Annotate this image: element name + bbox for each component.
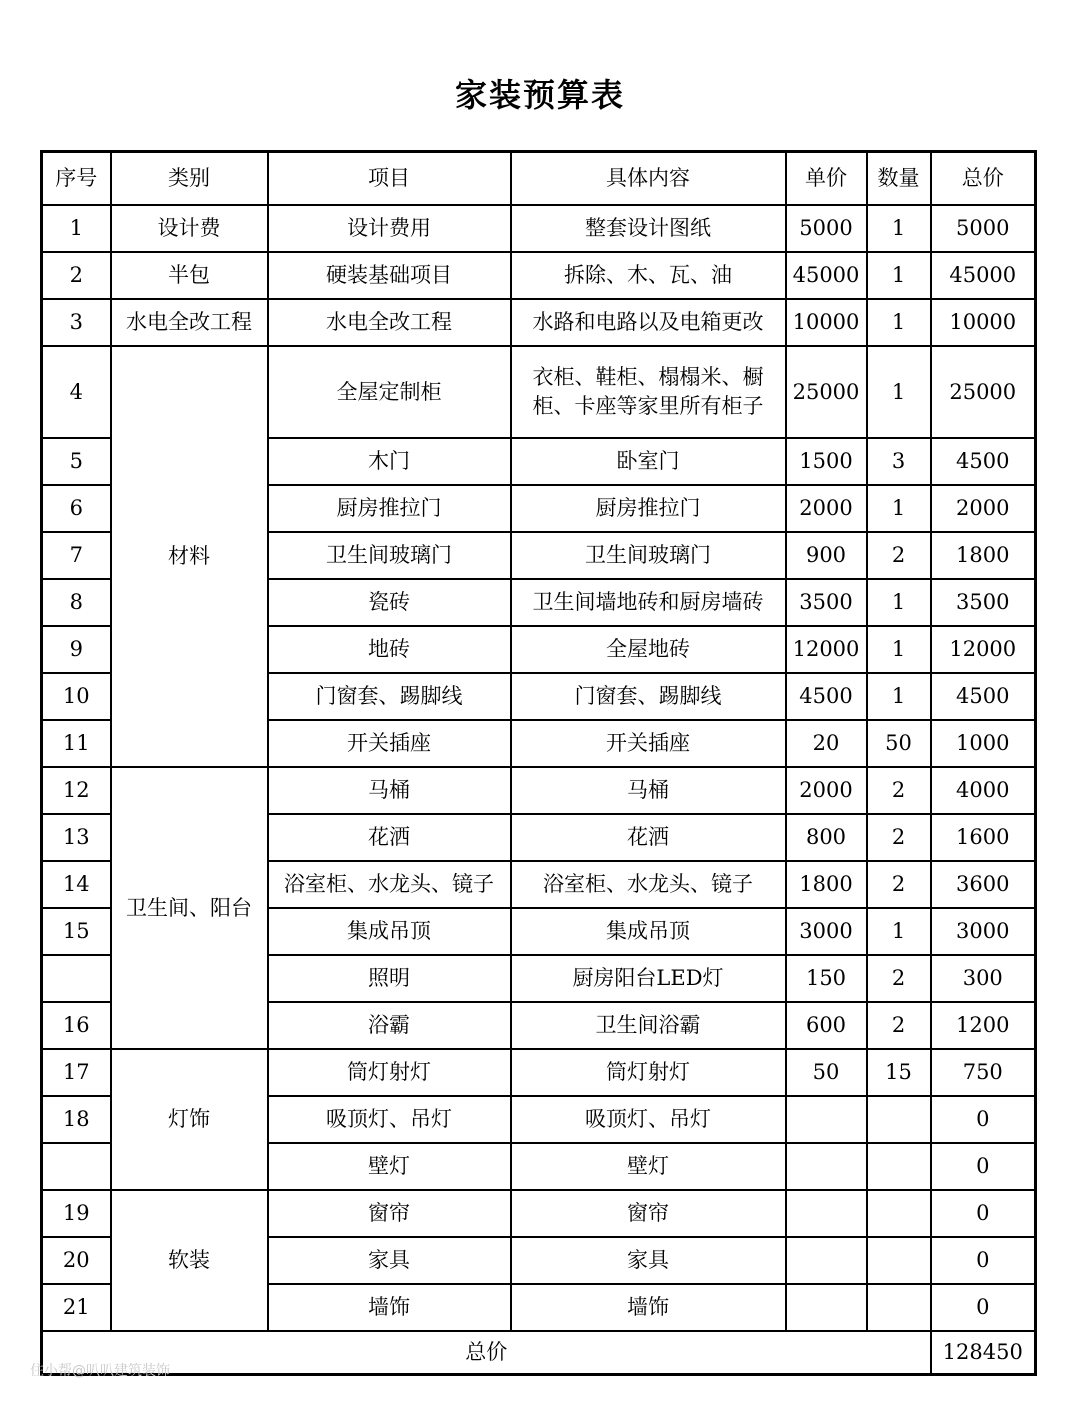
cell-no: 3 [42, 299, 111, 346]
cell-qty: 1 [867, 299, 931, 346]
table-row [42, 1190, 1036, 1237]
cell-item: 卫生间玻璃门 [268, 532, 511, 579]
cell-qty: 1 [867, 252, 931, 299]
cell-no: 12 [42, 767, 111, 814]
cell-total: 3000 [931, 908, 1036, 955]
cell-total: 750 [931, 1049, 1036, 1096]
cell-qty: 2 [867, 861, 931, 908]
cell-item: 集成吊顶 [268, 908, 511, 955]
cell-item: 花洒 [268, 814, 511, 861]
cell-no: 1 [42, 205, 111, 252]
table-row [42, 299, 1036, 346]
cell-item: 浴霸 [268, 1002, 511, 1049]
cell-no: 4 [42, 346, 111, 438]
cell-item: 瓷砖 [268, 579, 511, 626]
cell-qty: 1 [867, 908, 931, 955]
cell-no [42, 1143, 111, 1190]
cell-total: 0 [931, 1096, 1036, 1143]
cell-item: 马桶 [268, 767, 511, 814]
cell-no: 20 [42, 1237, 111, 1284]
cell-total: 3500 [931, 579, 1036, 626]
cell-detail: 开关插座 [511, 720, 786, 767]
cell-no: 21 [42, 1284, 111, 1331]
table-header-row [42, 152, 1036, 205]
grand-total: 128450 [931, 1331, 1036, 1375]
cell-price [786, 1284, 867, 1331]
cell-detail: 浴室柜、水龙头、镜子 [511, 861, 786, 908]
cell-no: 8 [42, 579, 111, 626]
cell-item: 木门 [268, 438, 511, 485]
cell-detail: 卧室门 [511, 438, 786, 485]
cell-total: 4500 [931, 438, 1036, 485]
cell-price: 2000 [786, 485, 867, 532]
cell-item: 家具 [268, 1237, 511, 1284]
header-qty: 数量 [867, 152, 931, 205]
cell-detail: 衣柜、鞋柜、榻榻米、橱柜、卡座等家里所有柜子 [511, 346, 786, 438]
cell-price: 45000 [786, 252, 867, 299]
cell-qty: 2 [867, 532, 931, 579]
cell-item: 照明 [268, 955, 511, 1002]
cell-no: 18 [42, 1096, 111, 1143]
cell-qty: 50 [867, 720, 931, 767]
cell-total: 1600 [931, 814, 1036, 861]
cell-price: 1500 [786, 438, 867, 485]
cell-no: 10 [42, 673, 111, 720]
cell-qty: 2 [867, 767, 931, 814]
table-row [42, 252, 1036, 299]
page-title: 家装预算表 [454, 76, 625, 114]
cell-total: 1800 [931, 532, 1036, 579]
cell-price [786, 1190, 867, 1237]
cell-item: 地砖 [268, 626, 511, 673]
cell-price: 4500 [786, 673, 867, 720]
header-total: 总价 [931, 152, 1036, 205]
cell-no: 13 [42, 814, 111, 861]
cell-item: 吸顶灯、吊灯 [268, 1096, 511, 1143]
table-row [42, 1049, 1036, 1096]
cell-category: 软装 [111, 1190, 268, 1331]
cell-detail: 壁灯 [511, 1143, 786, 1190]
cell-item: 筒灯射灯 [268, 1049, 511, 1096]
cell-item: 水电全改工程 [268, 299, 511, 346]
cell-item: 开关插座 [268, 720, 511, 767]
table-row [42, 767, 1036, 814]
cell-qty [867, 1284, 931, 1331]
header-item: 项目 [268, 152, 511, 205]
cell-total: 0 [931, 1284, 1036, 1331]
cell-price: 1800 [786, 861, 867, 908]
cell-item: 墙饰 [268, 1284, 511, 1331]
cell-category: 材料 [111, 346, 268, 767]
cell-total: 3600 [931, 861, 1036, 908]
cell-detail: 整套设计图纸 [511, 205, 786, 252]
cell-category: 灯饰 [111, 1049, 268, 1190]
cell-total: 0 [931, 1237, 1036, 1284]
cell-price: 600 [786, 1002, 867, 1049]
watermark: 住小帮@叭叭建筑装饰 [30, 1363, 170, 1379]
cell-no: 11 [42, 720, 111, 767]
cell-item: 全屋定制柜 [268, 346, 511, 438]
cell-detail: 厨房阳台LED灯 [511, 955, 786, 1002]
cell-qty [867, 1237, 931, 1284]
header-category: 类别 [111, 152, 268, 205]
cell-price [786, 1237, 867, 1284]
cell-price [786, 1143, 867, 1190]
cell-total: 4000 [931, 767, 1036, 814]
cell-total: 4500 [931, 673, 1036, 720]
cell-total: 12000 [931, 626, 1036, 673]
cell-detail: 窗帘 [511, 1190, 786, 1237]
cell-qty: 1 [867, 485, 931, 532]
cell-detail: 门窗套、踢脚线 [511, 673, 786, 720]
cell-qty: 2 [867, 955, 931, 1002]
cell-item: 浴室柜、水龙头、镜子 [268, 861, 511, 908]
cell-qty: 15 [867, 1049, 931, 1096]
cell-detail: 卫生间玻璃门 [511, 532, 786, 579]
cell-qty: 1 [867, 626, 931, 673]
cell-item: 硬装基础项目 [268, 252, 511, 299]
cell-price [786, 1096, 867, 1143]
cell-total: 300 [931, 955, 1036, 1002]
cell-no: 2 [42, 252, 111, 299]
cell-qty: 2 [867, 814, 931, 861]
cell-no [42, 955, 111, 1002]
header-no: 序号 [42, 152, 111, 205]
cell-category: 半包 [111, 252, 268, 299]
cell-detail: 集成吊顶 [511, 908, 786, 955]
cell-total: 5000 [931, 205, 1036, 252]
cell-price: 10000 [786, 299, 867, 346]
cell-qty: 1 [867, 673, 931, 720]
budget-table [40, 150, 1037, 1376]
cell-price: 150 [786, 955, 867, 1002]
cell-qty [867, 1190, 931, 1237]
cell-total: 1200 [931, 1002, 1036, 1049]
cell-detail: 水路和电路以及电箱更改 [511, 299, 786, 346]
cell-detail: 拆除、木、瓦、油 [511, 252, 786, 299]
cell-price: 12000 [786, 626, 867, 673]
cell-no: 5 [42, 438, 111, 485]
cell-no: 15 [42, 908, 111, 955]
cell-total: 45000 [931, 252, 1036, 299]
cell-price: 3000 [786, 908, 867, 955]
cell-no: 16 [42, 1002, 111, 1049]
cell-category: 水电全改工程 [111, 299, 268, 346]
cell-no: 9 [42, 626, 111, 673]
cell-qty: 1 [867, 346, 931, 438]
cell-total: 10000 [931, 299, 1036, 346]
cell-item: 设计费用 [268, 205, 511, 252]
cell-detail: 花洒 [511, 814, 786, 861]
cell-no: 6 [42, 485, 111, 532]
total-row [42, 1331, 1036, 1375]
cell-detail: 吸顶灯、吊灯 [511, 1096, 786, 1143]
header-price: 单价 [786, 152, 867, 205]
cell-no: 19 [42, 1190, 111, 1237]
cell-item: 厨房推拉门 [268, 485, 511, 532]
cell-detail: 全屋地砖 [511, 626, 786, 673]
cell-total: 0 [931, 1143, 1036, 1190]
cell-total: 1000 [931, 720, 1036, 767]
cell-category: 卫生间、阳台 [111, 767, 268, 1049]
cell-qty: 2 [867, 1002, 931, 1049]
table-row [42, 205, 1036, 252]
cell-item: 壁灯 [268, 1143, 511, 1190]
cell-detail: 墙饰 [511, 1284, 786, 1331]
cell-category: 设计费 [111, 205, 268, 252]
cell-price: 800 [786, 814, 867, 861]
header-detail: 具体内容 [511, 152, 786, 205]
cell-detail: 马桶 [511, 767, 786, 814]
cell-detail: 筒灯射灯 [511, 1049, 786, 1096]
cell-no: 14 [42, 861, 111, 908]
cell-price: 25000 [786, 346, 867, 438]
cell-detail: 家具 [511, 1237, 786, 1284]
table-row [42, 346, 1036, 438]
cell-item: 窗帘 [268, 1190, 511, 1237]
cell-price: 50 [786, 1049, 867, 1096]
cell-item: 门窗套、踢脚线 [268, 673, 511, 720]
cell-total: 2000 [931, 485, 1036, 532]
cell-qty [867, 1143, 931, 1190]
cell-price: 20 [786, 720, 867, 767]
cell-total: 25000 [931, 346, 1036, 438]
cell-detail: 卫生间浴霸 [511, 1002, 786, 1049]
cell-qty: 3 [867, 438, 931, 485]
cell-detail: 厨房推拉门 [511, 485, 786, 532]
cell-qty: 1 [867, 579, 931, 626]
cell-qty [867, 1096, 931, 1143]
cell-price: 5000 [786, 205, 867, 252]
cell-price: 3500 [786, 579, 867, 626]
cell-price: 2000 [786, 767, 867, 814]
cell-no: 7 [42, 532, 111, 579]
total-label: 总价 [42, 1331, 931, 1375]
cell-detail: 卫生间墙地砖和厨房墙砖 [511, 579, 786, 626]
cell-qty: 1 [867, 205, 931, 252]
cell-price: 900 [786, 532, 867, 579]
cell-total: 0 [931, 1190, 1036, 1237]
cell-no: 17 [42, 1049, 111, 1096]
